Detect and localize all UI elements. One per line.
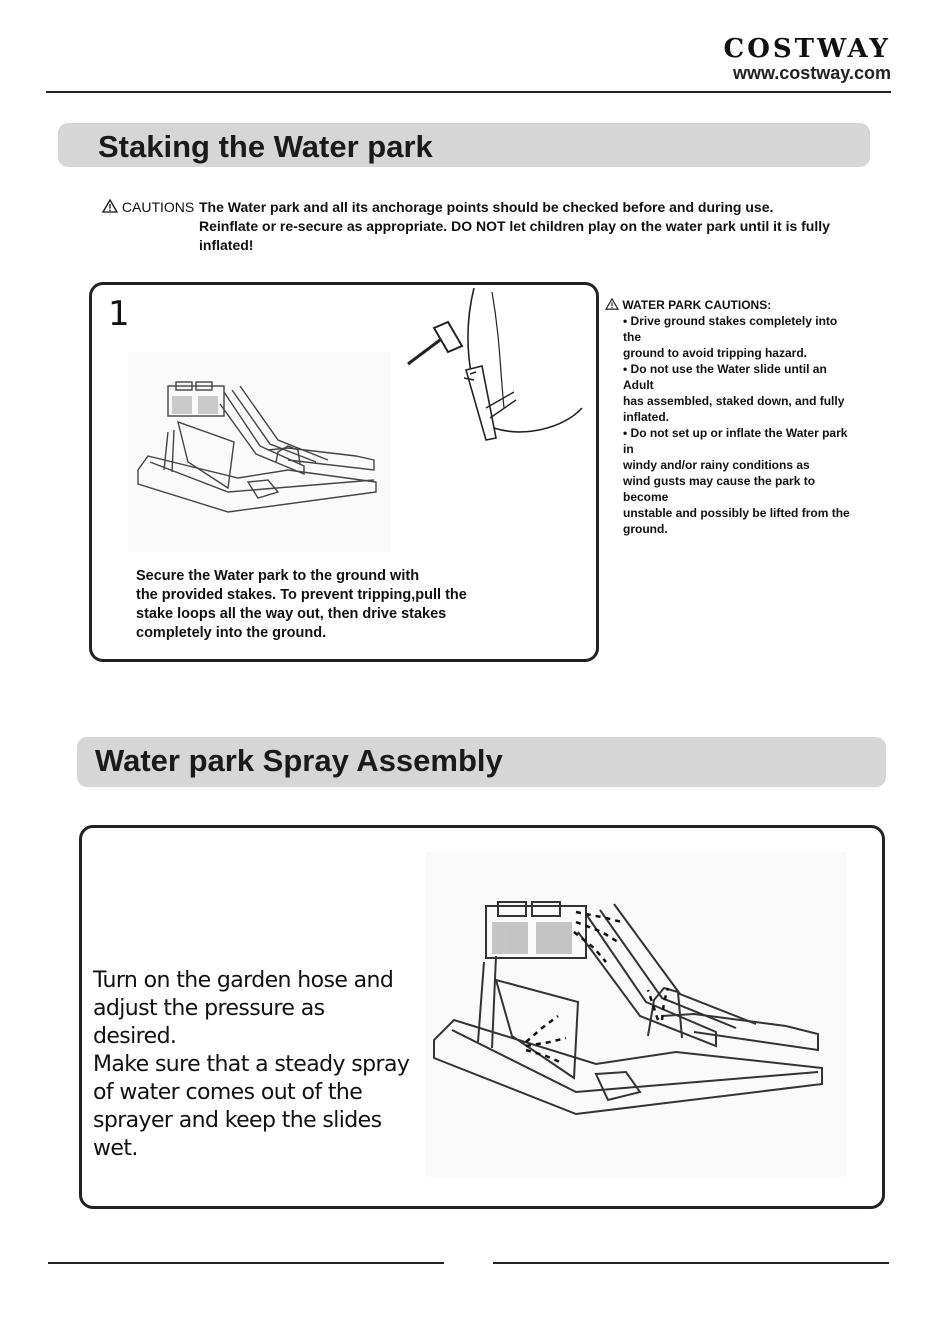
side-cautions-title-row xyxy=(605,297,855,313)
stake-icon xyxy=(464,288,582,440)
mallet-icon xyxy=(408,322,462,364)
brand-logo: COSTWAY xyxy=(723,34,891,64)
section-title: Staking the Water park xyxy=(98,129,433,164)
spray-line: Turn on the garden hose and xyxy=(93,968,394,993)
water-park-cautions xyxy=(605,297,855,537)
step-line: stake loops all the way out, then drive stakes xyxy=(136,606,447,622)
step-number: 1 xyxy=(108,294,130,334)
side-caution-line: • Do not set up or inflate the Water park in xyxy=(623,426,848,456)
warning-triangle-icon xyxy=(605,298,622,312)
warning-triangle-icon xyxy=(102,199,122,215)
side-caution-line: • Drive ground stakes completely into the xyxy=(623,314,838,344)
header-divider xyxy=(46,91,891,93)
caution-line: inflated! xyxy=(199,237,254,253)
side-caution-line: windy and/or rainy conditions as xyxy=(623,458,810,472)
side-cautions-title: WATER PARK CAUTIONS: xyxy=(622,298,772,312)
section-banner-staking xyxy=(58,123,870,167)
stake-mallet-illustration xyxy=(404,288,584,458)
side-caution-line: ground. xyxy=(623,522,668,536)
spray-line: adjust the pressure as desired. xyxy=(93,996,325,1049)
spray-line: Make sure that a steady spray xyxy=(93,1052,410,1077)
side-caution-line: • Do not use the Water slide until an Adult xyxy=(623,362,827,392)
step-line: completely into the ground. xyxy=(136,625,327,641)
side-caution-line: wind gusts may cause the park to become xyxy=(623,474,816,504)
footer-divider-left xyxy=(48,1262,444,1264)
caution-text xyxy=(199,198,899,255)
spray-line: of water comes out of the xyxy=(93,1080,363,1105)
side-caution-line: ground to avoid tripping hazard. xyxy=(623,346,807,360)
step-1-instructions xyxy=(136,567,536,643)
caution-line: The Water park and all its anchorage points should be checked before and during use. xyxy=(199,199,774,215)
side-caution-line: has assembled, staked down, and fully xyxy=(623,394,845,408)
caution-line: Reinflate or re-secure as appropriate. DO NOT let children play on the water park until it is fully xyxy=(199,218,830,234)
spray-instructions xyxy=(93,967,413,1163)
water-park-illustration xyxy=(128,352,390,552)
caution-label: CAUTIONS xyxy=(121,199,195,215)
spray-water-park-illustration xyxy=(426,852,846,1177)
side-caution-line: inflated. xyxy=(623,410,670,424)
side-caution-line: unstable and possibly be lifted from the xyxy=(623,506,850,520)
step-line: the provided stakes. To prevent tripping,pull the xyxy=(136,587,467,603)
spray-line: sprayer and keep the slides wet. xyxy=(93,1108,382,1161)
footer-divider-right xyxy=(493,1262,889,1264)
website-url: www.costway.com xyxy=(732,63,891,83)
section-banner-spray xyxy=(77,737,886,787)
caution-block xyxy=(102,198,194,217)
section-title: Water park Spray Assembly xyxy=(95,743,503,778)
step-line: Secure the Water park to the ground with xyxy=(136,568,420,584)
